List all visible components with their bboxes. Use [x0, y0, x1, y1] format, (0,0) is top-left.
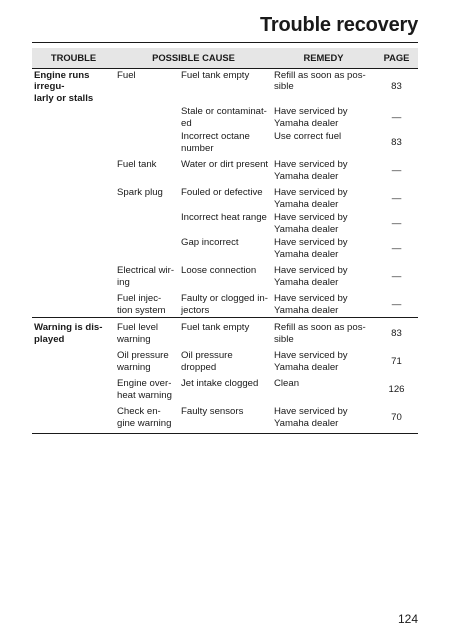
cause-detail-cell: Faulty or clogged in- jectors — [181, 293, 268, 316]
remedy-cell: Have serviced by Yamaha dealer — [274, 159, 348, 182]
table-body — [32, 68, 418, 434]
remedy-cell: Have serviced by Yamaha dealer — [272, 402, 375, 434]
page-title: Trouble recovery — [260, 14, 418, 36]
cause-detail-cell: Faulty sensors — [179, 402, 272, 434]
cause-detail-cell: Fouled or defective — [181, 187, 263, 198]
cause-detail-cell: Jet intake clogged — [181, 378, 259, 389]
remedy-cell: Clean — [274, 378, 300, 389]
page-cell: — — [391, 111, 402, 123]
cause-detail-cell: Incorrect heat range — [181, 212, 267, 223]
trouble-cell — [32, 289, 115, 318]
cause-detail-cell: Gap incorrect — [181, 237, 239, 248]
cause-source-cell — [115, 211, 179, 236]
trouble-recovery-table — [32, 48, 418, 434]
page-cell: — — [391, 192, 402, 204]
table-header-row — [32, 48, 418, 68]
trouble-cell — [32, 402, 115, 434]
column-header-possible-cause: POSSIBLE CAUSE — [115, 48, 272, 68]
trouble-cell — [32, 155, 115, 183]
trouble-cell — [32, 261, 115, 289]
page-cell: 126 — [388, 383, 405, 395]
cause-source-cell — [115, 105, 179, 130]
trouble-cell — [32, 374, 115, 402]
table-row — [32, 289, 418, 318]
page-cell: — — [391, 217, 402, 229]
table-row — [32, 105, 418, 130]
trouble-cell — [32, 211, 115, 236]
column-header-remedy: REMEDY — [272, 48, 375, 68]
table-row — [32, 261, 418, 289]
trouble-cell: Engine runs irregu- larly or stalls — [34, 69, 94, 104]
remedy-cell: Refill as soon as pos- sible — [272, 318, 375, 347]
table-row — [32, 346, 418, 374]
trouble-cell — [32, 236, 115, 261]
page-cell: 83 — [391, 81, 402, 92]
page-cell: — — [391, 242, 402, 254]
cause-detail-cell: Fuel tank empty — [179, 318, 272, 347]
remedy-cell: Have serviced by Yamaha dealer — [274, 265, 348, 288]
cause-detail-cell: Stale or contaminat- ed — [181, 106, 267, 129]
trouble-cell — [32, 105, 115, 130]
table-row — [32, 155, 418, 183]
table-row — [32, 236, 418, 261]
trouble-cell — [32, 346, 115, 374]
table-row — [32, 130, 418, 155]
remedy-cell: Have serviced by Yamaha dealer — [274, 212, 348, 235]
page-cell: 83 — [391, 136, 402, 148]
cause-source-cell: Fuel injec- tion system — [117, 293, 166, 316]
remedy-cell: Have serviced by Yamaha dealer — [274, 350, 348, 373]
cause-detail-cell: Fuel tank empty — [181, 69, 250, 81]
page-cell: — — [391, 270, 402, 282]
trouble-cell: Warning is dis- played — [32, 318, 115, 347]
cause-detail-cell: Incorrect octane number — [181, 131, 250, 154]
table-row — [32, 183, 418, 211]
cause-source-cell: Spark plug — [117, 187, 163, 198]
cause-source-cell: Fuel tank — [117, 159, 157, 170]
cause-detail-cell: Water or dirt present — [181, 159, 269, 170]
page-number: 124 — [397, 612, 418, 626]
page-cell: — — [391, 164, 402, 176]
table-row — [32, 318, 418, 347]
table-row — [32, 374, 418, 402]
remedy-cell: Have serviced by Yamaha dealer — [274, 106, 348, 129]
page-cell: — — [391, 298, 402, 310]
trouble-cell — [32, 130, 115, 155]
page-cell: 70 — [375, 402, 418, 434]
cause-source-cell: Check en- gine warning — [115, 402, 179, 434]
cause-detail-cell: Loose connection — [181, 265, 257, 276]
remedy-cell: Have serviced by Yamaha dealer — [274, 187, 348, 210]
cause-source-cell — [115, 236, 179, 261]
cause-source-cell: Engine over- heat warning — [117, 378, 172, 401]
table-row — [32, 402, 418, 434]
cause-source-cell: Oil pressure warning — [117, 350, 169, 373]
cause-detail-cell: Oil pressure dropped — [181, 350, 233, 373]
trouble-cell — [32, 183, 115, 211]
table-row — [32, 211, 418, 236]
title-divider — [32, 42, 418, 43]
column-header-trouble: TROUBLE — [32, 48, 115, 68]
column-header-page: PAGE — [375, 48, 418, 68]
page-cell: 71 — [391, 355, 402, 367]
remedy-cell: Have serviced by Yamaha dealer — [274, 293, 348, 316]
table-row — [32, 68, 418, 105]
remedy-cell: Have serviced by Yamaha dealer — [274, 237, 348, 260]
cause-source-cell: Fuel level warning — [115, 318, 179, 347]
page-cell: 83 — [375, 318, 418, 347]
cause-source-cell: Fuel — [117, 69, 136, 81]
cause-source-cell — [115, 130, 179, 155]
remedy-cell: Use correct fuel — [274, 131, 342, 142]
remedy-cell: Refill as soon as pos- sible — [274, 69, 366, 92]
cause-source-cell: Electrical wir- ing — [117, 265, 175, 288]
